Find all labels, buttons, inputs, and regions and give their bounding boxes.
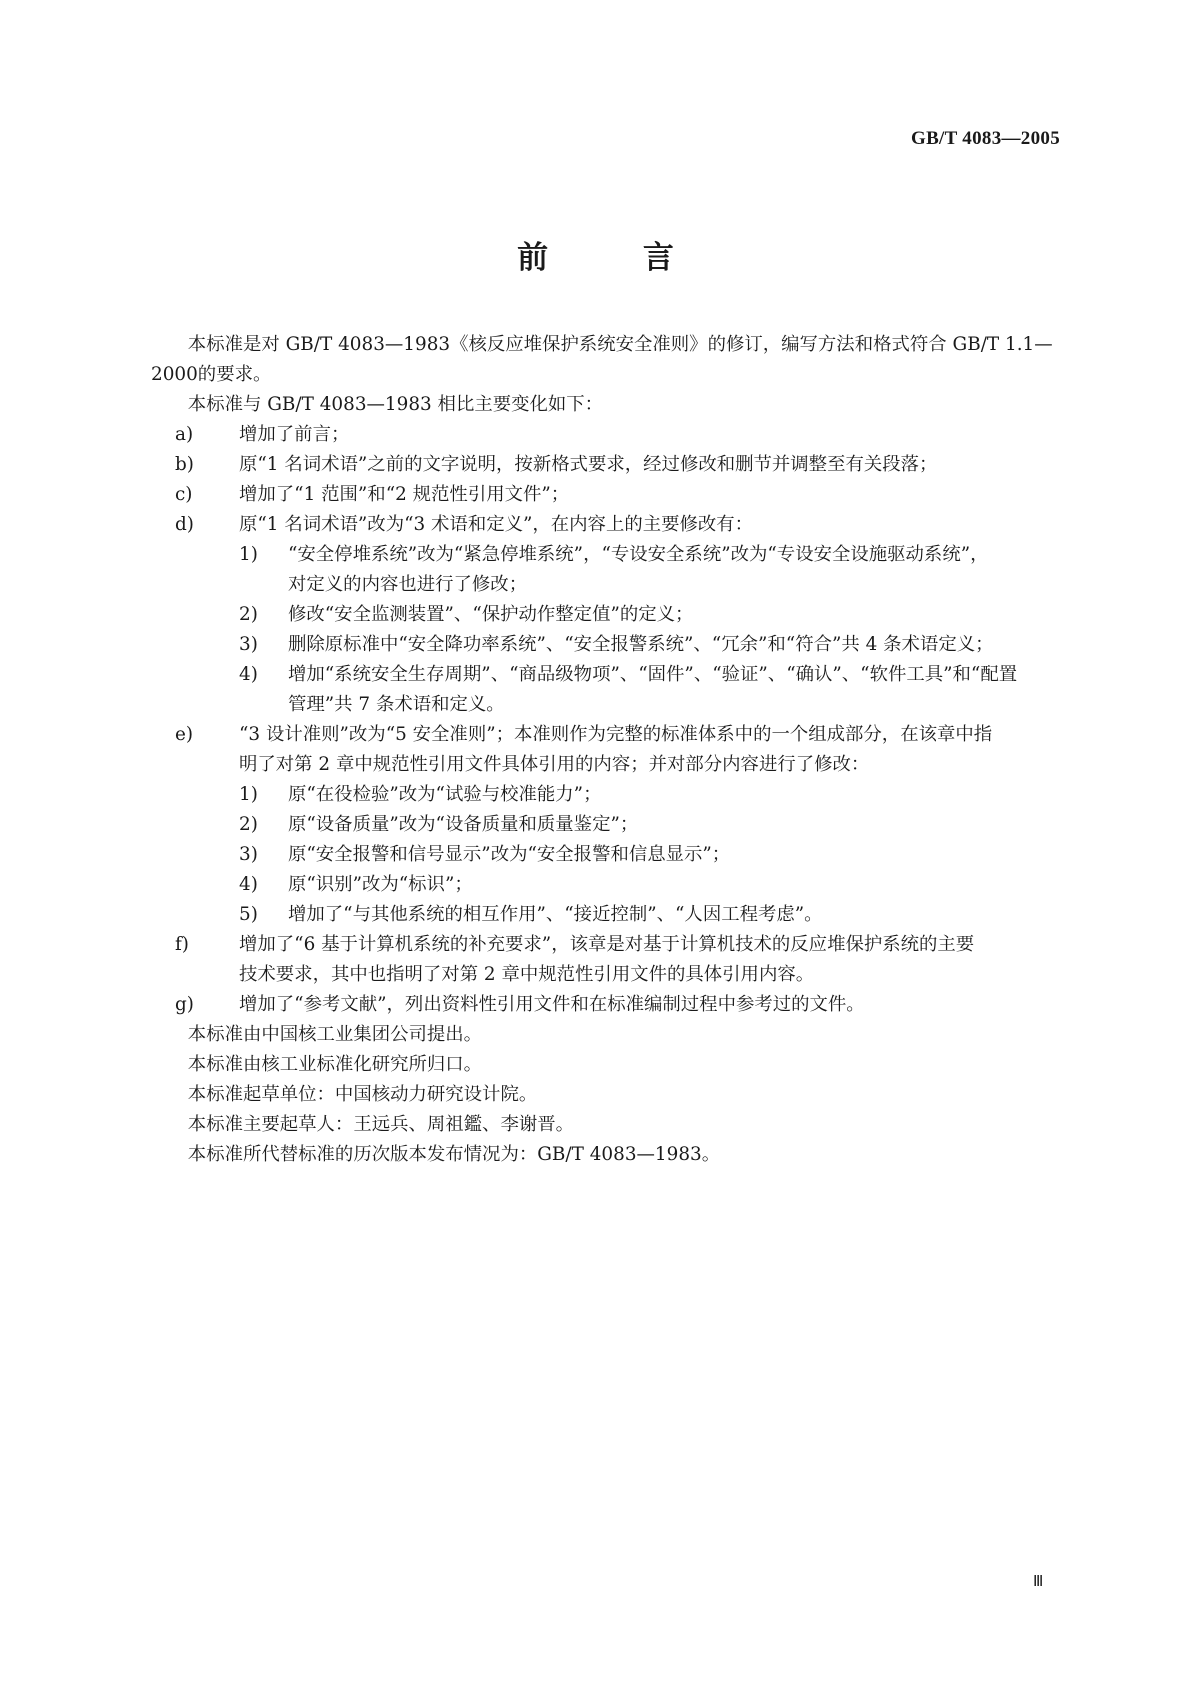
sub-list-marker: 1)	[239, 784, 258, 805]
list-item-g	[151, 990, 1061, 1020]
sub-list-marker: 4)	[239, 664, 258, 685]
list-marker: d)	[175, 514, 194, 535]
list-item-text: 增加了“参考文献”，列出资料性引用文件和在标准编制过程中参考过的文件。	[239, 994, 865, 1015]
closing-administrator: 本标准由核工业标准化研究所归口。	[187, 1054, 483, 1075]
sub-item-d-3	[151, 630, 1061, 660]
sub-item-e-2	[151, 810, 1061, 840]
closing-previous-versions: 本标准所代替标准的历次版本发布情况为：GB/T 4083—1983。	[187, 1144, 721, 1165]
list-marker: b)	[175, 454, 194, 475]
page-number: Ⅲ	[1033, 1574, 1044, 1590]
list-item-text: “3 设计准则”改为“5 安全准则”；本准则作为完整的标准体系中的一个组成部分，在该章中指	[239, 724, 993, 745]
list-item-text: 原“1 名词术语”改为“3 术语和定义”，在内容上的主要修改有：	[239, 514, 754, 535]
sub-item-text: 增加“系统安全生存周期”、“商品级物项”、“固件”、“验证”、“确认”、“软件工具”和“配置	[288, 664, 1018, 685]
intro-paragraph-2: 本标准与 GB/T 4083—1983 相比主要变化如下：	[187, 394, 604, 415]
foreword-body	[151, 330, 1061, 1170]
list-marker: g)	[175, 994, 194, 1015]
list-item-e	[151, 720, 1061, 780]
sub-item-text: 修改“安全监测装置”、“保护动作整定值”的定义；	[288, 604, 694, 625]
list-item-text: 原“1 名词术语”之前的文字说明，按新格式要求，经过修改和删节并调整至有关段落；	[239, 454, 938, 475]
sub-item-d-1	[151, 540, 1061, 600]
list-item-text: 明了对第 2 章中规范性引用文件具体引用的内容；并对部分内容进行了修改：	[239, 754, 870, 775]
sub-item-text: 删除原标准中“安全降功率系统”、“安全报警系统”、“冗余”和“符合”共 4 条术语定义；	[288, 634, 994, 655]
intro-paragraph-1: 本标准是对 GB/T 4083—1983《核反应堆保护系统安全准则》的修订，编写方法和格式符合 GB/T 1.1—2000的要求。	[151, 334, 1053, 385]
sub-item-text: 原“设备质量”改为“设备质量和质量鉴定”；	[288, 814, 639, 835]
list-item-text: 增加了“6 基于计算机系统的补充要求”，该章是对基于计算机技术的反应堆保护系统的主要	[239, 934, 975, 955]
sub-item-text: “安全停堆系统”改为“紧急停堆系统”，“专设安全系统”改为“专设安全设施驱动系统”，	[288, 544, 989, 565]
closing-proposer: 本标准由中国核工业集团公司提出。	[187, 1024, 483, 1045]
sub-item-e-3	[151, 840, 1061, 870]
sub-item-text: 管理”共 7 条术语和定义。	[288, 694, 505, 715]
sub-item-d-2	[151, 600, 1061, 630]
list-item-d	[151, 510, 1061, 540]
list-marker: e)	[175, 724, 194, 745]
sub-item-text: 原“在役检验”改为“试验与校准能力”；	[288, 784, 602, 805]
sub-list-marker: 3)	[239, 634, 258, 655]
sub-item-e-4	[151, 870, 1061, 900]
list-marker: a)	[175, 424, 194, 445]
sub-list-marker: 1)	[239, 544, 258, 565]
sub-item-e-5	[151, 900, 1061, 930]
list-item-c	[151, 480, 1061, 510]
sub-list-marker: 4)	[239, 874, 258, 895]
sub-list-marker: 5)	[239, 904, 258, 925]
page-title: 前 言	[517, 240, 716, 276]
list-item-text: 增加了“1 范围”和“2 规范性引用文件”；	[239, 484, 570, 505]
sub-item-text: 对定义的内容也进行了修改；	[288, 574, 528, 595]
sub-item-e-1	[151, 780, 1061, 810]
sub-list-marker: 3)	[239, 844, 258, 865]
sub-list-marker: 2)	[239, 604, 258, 625]
sub-item-text: 原“安全报警和信号显示”改为“安全报警和信息显示”；	[288, 844, 731, 865]
list-item-text: 增加了前言；	[239, 424, 350, 445]
sub-item-d-4	[151, 660, 1061, 720]
sub-item-text: 原“识别”改为“标识”；	[288, 874, 473, 895]
closing-drafting-unit: 本标准起草单位：中国核动力研究设计院。	[187, 1084, 538, 1105]
closing-drafters: 本标准主要起草人：王远兵、周祖鑑、李谢晋。	[187, 1114, 575, 1135]
list-item-f	[151, 930, 1061, 990]
list-marker: f)	[175, 934, 189, 955]
sub-list-marker: 2)	[239, 814, 258, 835]
list-item-text: 技术要求，其中也指明了对第 2 章中规范性引用文件的具体引用内容。	[239, 964, 815, 985]
sub-item-text: 增加了“与其他系统的相互作用”、“接近控制”、“人因工程考虑”。	[288, 904, 823, 925]
list-item-a	[151, 420, 1061, 450]
list-item-b	[151, 450, 1061, 480]
list-marker: c)	[175, 484, 193, 505]
standard-code: GB/T 4083—2005	[910, 128, 1060, 149]
